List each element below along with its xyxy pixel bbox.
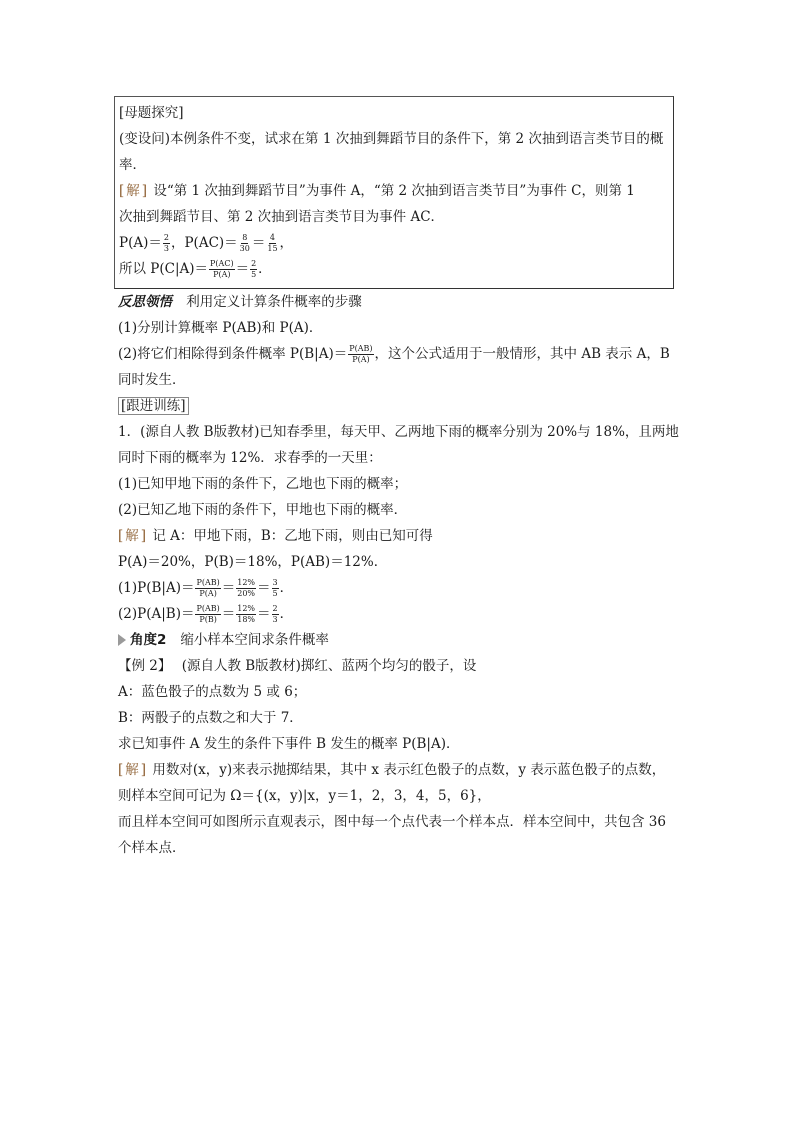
reflection-subtitle: 利用定义计算条件概率的步骤 (186, 294, 362, 310)
practice-solution: P(A)＝20%，P(B)＝18%，P(AB)＝12%． (118, 554, 388, 570)
solution-tag: [解] (118, 528, 149, 544)
angle-label: 角度2 (130, 632, 167, 648)
solution-tag: [解] (119, 183, 150, 199)
fraction: $\frac{12\%}{20\%}$ (237, 578, 256, 598)
fraction: $\frac{2}{3}$ (272, 604, 278, 624)
page-content (118, 96, 682, 861)
fraction: $\frac{P(AB)}{P(A)}$ (196, 578, 220, 598)
formula-line (119, 256, 667, 282)
angle-heading (118, 627, 682, 653)
formula-text: ． (258, 261, 272, 277)
solution-line: 次抽到舞蹈节目、第 2 次抽到语言类节目为事件 AC． (119, 209, 445, 225)
box-heading: [母题探究] (119, 105, 184, 121)
fraction: $\frac{P(AB)}{P(A)}$ (349, 344, 373, 364)
fraction: $\frac{P(AB)}{P(B)}$ (196, 604, 220, 624)
formula-text: P(A)＝ (119, 235, 162, 251)
fraction: $\frac{4}{15}$ (267, 233, 278, 253)
practice-answer: (1)P(B|A)＝ $\frac{P(AB)}{P(A)}$ ＝ $\frac{12\%}{20\%}$ ＝ $\frac{3}{5}$ ． (118, 578, 294, 598)
example-solution: 而且样本空间可如图所示直观表示，图中每一个点代表一个样本点．样本空间中，共包含 36 (118, 814, 666, 830)
fraction: $\frac{8}{30}$ (239, 233, 250, 253)
practice-label: [跟进训练] (118, 397, 189, 415)
solution-line (119, 178, 667, 204)
variant-question-box (114, 96, 674, 289)
question-line: (变设问)本例条件不变，试求在第 1 次抽到舞蹈节目的条件下，第 2 次抽到语言类节目的概 (119, 131, 664, 147)
practice-answer: (2)P(A|B)＝ $\frac{P(AB)}{P(B)}$ ＝ $\frac{12\%}{18\%}$ ＝ $\frac{2}{3}$ ． (118, 604, 294, 624)
example-solution: 个样本点． (118, 840, 186, 856)
reflection-heading (118, 289, 682, 315)
example-solution: 则样本空间可记为 Ω＝{(x，y)|x，y＝1，2，3，4，5，6}， (118, 788, 491, 804)
example-line: 求已知事件 A 发生的条件下事件 B 发生的概率 P(B|A)． (118, 736, 460, 752)
angle-title: 缩小样本空间求条件概率 (180, 632, 329, 648)
formula-text: ＝ (251, 235, 266, 251)
formula-line (119, 230, 667, 256)
reflection-step: (1)分别计算概率 P(AB)和 P(A)． (118, 320, 323, 336)
fraction: $\frac{3}{5}$ (272, 578, 278, 598)
reflection-step: (2)将它们相除得到条件概率 P(B|A)＝ $\frac{P(AB)}{P(A)}$ ，这个公式适用于一般情形，其中 AB 表示 A，B (118, 344, 670, 364)
fraction: $\frac{2}{5}$ (251, 259, 257, 279)
example-tag: 【例 2】 (118, 658, 172, 674)
fraction: $\frac{2}{3}$ (163, 233, 169, 253)
solution-text: 设“第 1 次抽到舞蹈节目”为事件 A，“第 2 次抽到语言类节目”为事件 C，则第 1 (153, 183, 635, 199)
solution-tag: [解] (118, 762, 149, 778)
example-line: B：两骰子的点数之和大于 7． (118, 710, 303, 726)
practice-question: (1)已知甲地下雨的条件下，乙地也下雨的概率； (118, 476, 408, 492)
example-solution: [解] 用数对(x，y)来表示抛掷结果，其中 x 表示红色骰子的点数，y 表示蓝色骰子的点数， (118, 762, 666, 778)
practice-label-row (118, 393, 682, 419)
practice-solution: [解] 记 A：甲地下雨，B：乙地下雨，则由已知可得 (118, 528, 433, 544)
fraction: $\frac{P(AC)}{P(A)}$ (210, 259, 234, 279)
example-line: 【例 2】 (源自人教 B版教材)掷红、蓝两个均匀的骰子，设 (118, 658, 477, 674)
reflection-title: 反思领悟 (118, 294, 172, 310)
example-line: A：蓝色骰子的点数为 5 或 6； (118, 684, 307, 700)
fraction: $\frac{12\%}{18\%}$ (237, 604, 256, 624)
practice-question: (2)已知乙地下雨的条件下，甲地也下雨的概率． (118, 502, 408, 518)
question-line: 率． (119, 157, 146, 173)
formula-text: 所以 P(C|A)＝ (119, 261, 209, 277)
formula-text: ， (279, 235, 294, 251)
triangle-bullet-icon (118, 634, 126, 646)
practice-question: 同时下雨的概率为 12%．求春季的一天里： (118, 450, 382, 466)
formula-text: ＝ (235, 261, 250, 277)
reflection-step: 同时发生． (118, 372, 186, 388)
practice-question: 1．(源自人教 B版教材)已知春季里，每天甲、乙两地下雨的概率分别为 20%与 18%，且两地 (118, 424, 679, 440)
formula-text: ，P(AC)＝ (170, 235, 238, 251)
